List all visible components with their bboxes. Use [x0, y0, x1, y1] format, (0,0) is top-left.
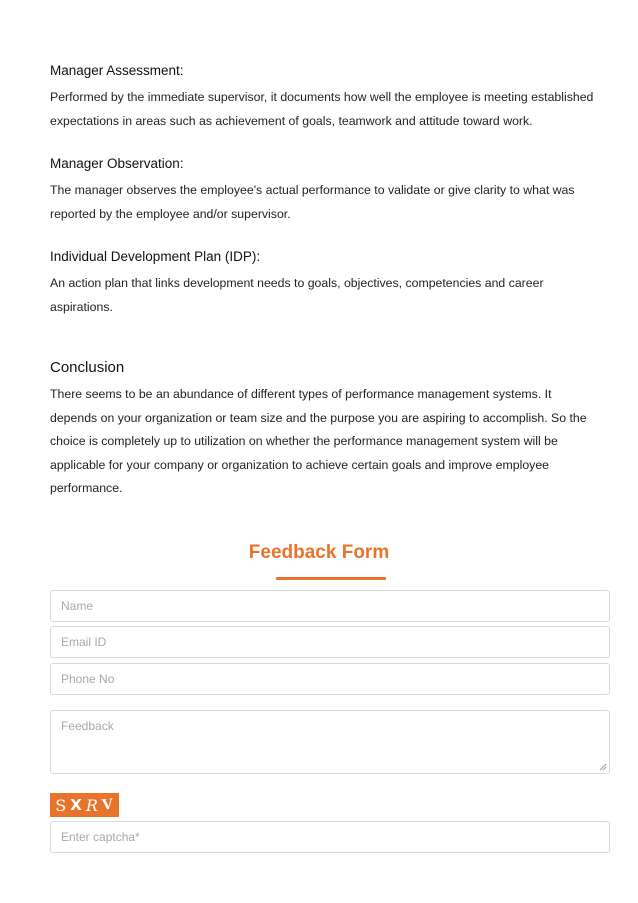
captcha-input[interactable]	[50, 821, 610, 853]
captcha-char: R	[85, 795, 99, 815]
section-heading: Manager Observation:	[50, 156, 184, 171]
email-input[interactable]	[50, 626, 610, 658]
section-manager-assessment	[50, 60, 595, 133]
document-content	[50, 60, 595, 501]
captcha-char: S	[55, 795, 68, 815]
section-manager-observation	[50, 153, 595, 226]
section-body: There seems to be an abundance of different types of performance management systems. It depends on your organization or team size and the purpose you are aspiring to accomplish. So the choice is completely up to utilization on whether the performance management system will be applicable for your company or organization to achieve certain goals and improve employee performance.	[50, 387, 587, 495]
name-input[interactable]	[50, 590, 610, 622]
section-body: Performed by the immediate supervisor, it documents how well the employee is meeting established expectations in areas such as achievement of goals, teamwork and attitude toward work.	[50, 90, 594, 128]
section-body: The manager observes the employee's actual performance to validate or give clarity to what was reported by the employee and/or supervisor.	[50, 183, 575, 221]
resize-handle-icon[interactable]	[599, 763, 607, 771]
captcha-char: X	[70, 796, 83, 814]
title-underline	[276, 577, 386, 580]
phone-placeholder: Phone No	[61, 672, 115, 686]
phone-input[interactable]	[50, 663, 610, 695]
section-heading: Manager Assessment:	[50, 63, 184, 78]
section-body: An action plan that links development needs to goals, objectives, competencies and career aspirations.	[50, 276, 544, 314]
email-placeholder: Email ID	[61, 635, 107, 649]
captcha-placeholder: Enter captcha*	[61, 830, 140, 844]
section-idp	[50, 246, 595, 319]
section-heading: Conclusion	[50, 359, 125, 376]
section-heading: Individual Development Plan (IDP):	[50, 249, 261, 264]
name-placeholder: Name	[61, 599, 94, 613]
feedback-placeholder: Feedback	[61, 719, 114, 733]
feedback-textarea[interactable]	[50, 710, 610, 774]
section-conclusion	[50, 357, 595, 501]
feedback-form-title: Feedback Form	[248, 542, 390, 563]
captcha-image	[50, 793, 119, 817]
captcha-char: V	[101, 796, 115, 814]
